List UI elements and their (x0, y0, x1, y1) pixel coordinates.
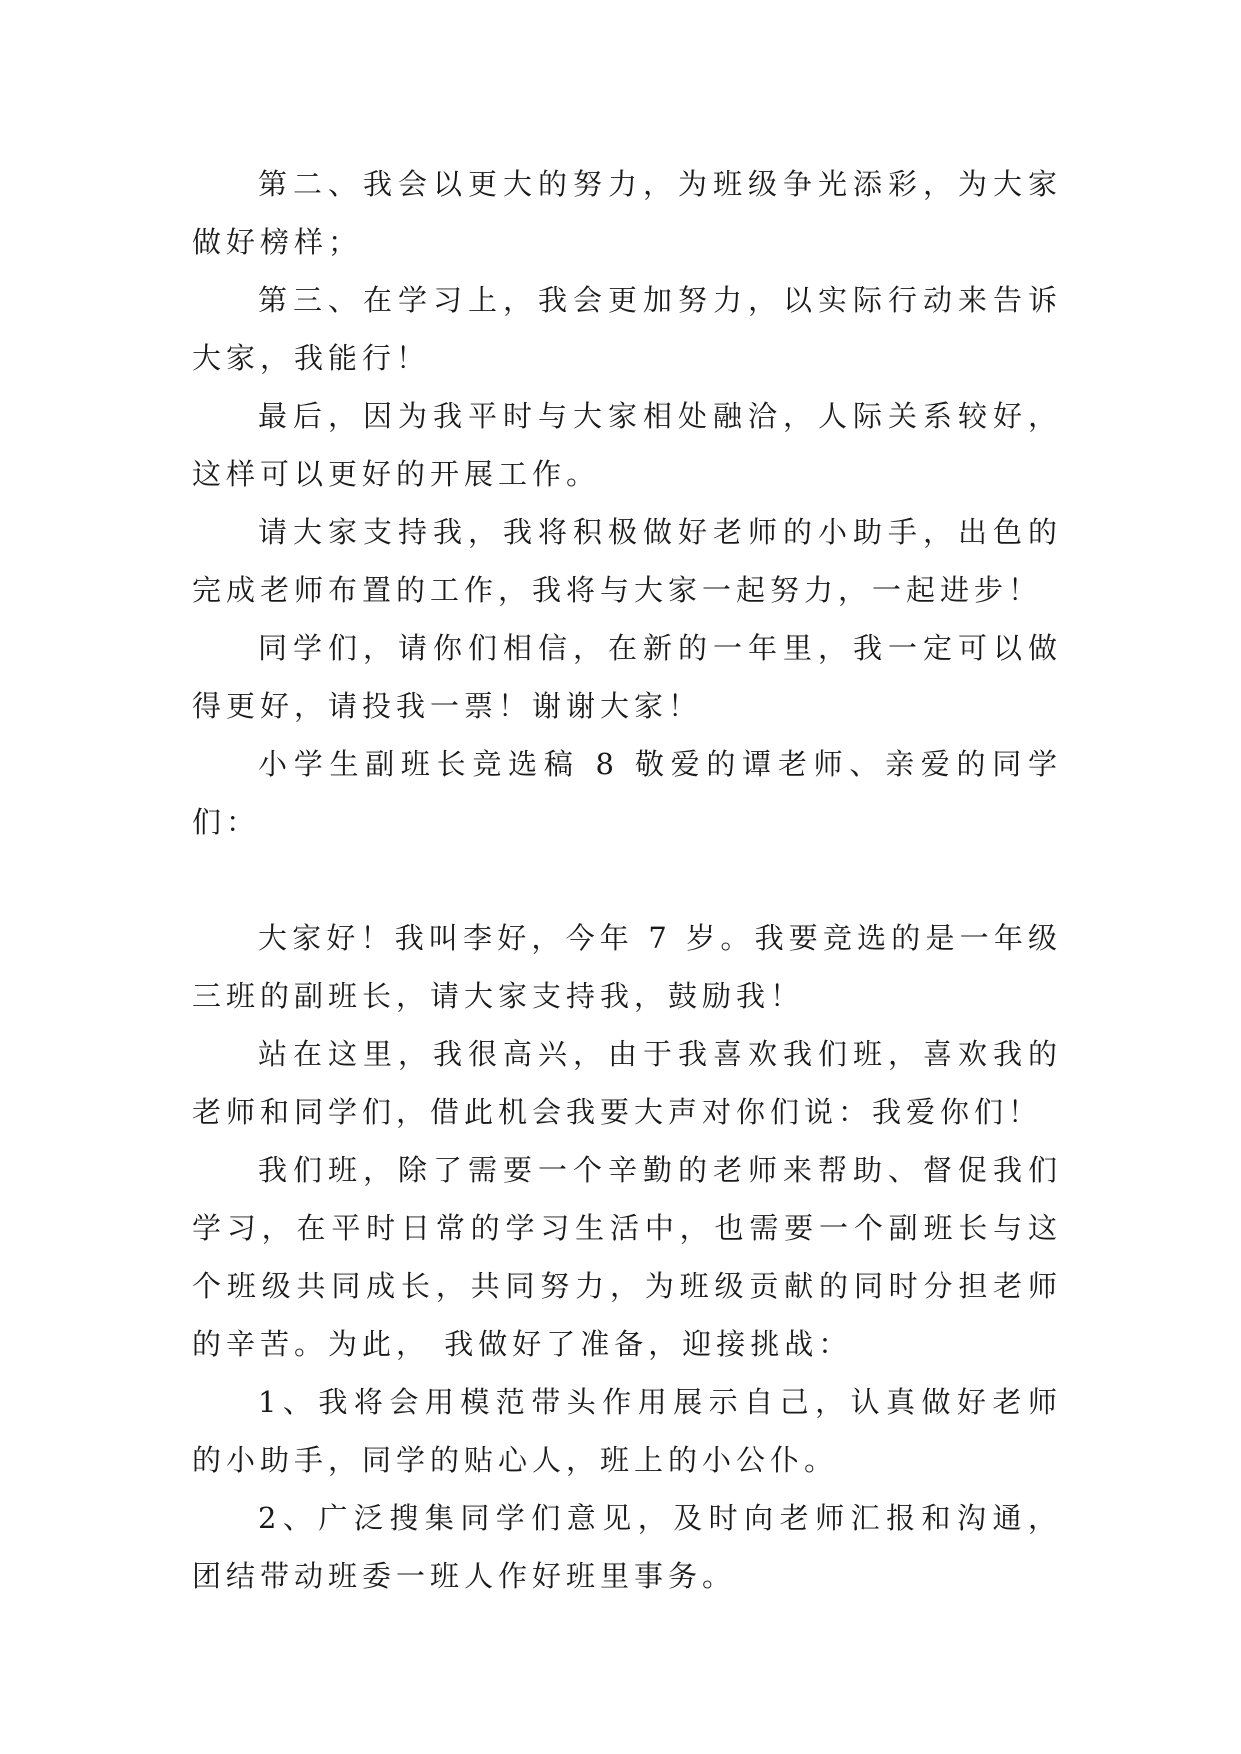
section-heading-speech-8: 小学生副班长竞选稿 8 敬爱的谭老师、亲爱的同学们： (192, 747, 1062, 839)
list-item-2: 2、广泛搜集同学们意见，及时向老师汇报和沟通，团结带动班委一班人作好班里事务。 (192, 1501, 1062, 1593)
paragraph-greeting: 大家好！我叫李好，今年 7 岁。我要竞选的是一年级三班的副班长，请大家支持我，鼓励我！ (192, 921, 1062, 1013)
paragraph-second-point: 第二、我会以更大的努力，为班级争光添彩，为大家做好榜样； (192, 167, 1062, 259)
paragraph-third-point: 第三、在学习上，我会更加努力，以实际行动来告诉大家，我能行！ (192, 283, 1062, 375)
list-item-1: 1、我将会用模范带头作用展示自己，认真做好老师的小助手，同学的贴心人，班上的小公仆。 (192, 1385, 1062, 1477)
paragraph-happy-to-be-here: 站在这里，我很高兴，由于我喜欢我们班，喜欢我的老师和同学们，借此机会我要大声对你们说：我爱你们！ (192, 1037, 1062, 1129)
paragraph-our-class: 我们班，除了需要一个辛勤的老师来帮助、督促我们学习，在平时日常的学习生活中，也需要一个副班长与这个班级共同成长，共同努力，为班级贡献的同时分担老师的辛苦。为此， 我做好了准备，迎接挑战： (192, 1153, 1062, 1361)
document-body (192, 155, 1062, 1605)
blank-line (192, 851, 1062, 909)
paragraph-support-request: 请大家支持我，我将积极做好老师的小助手，出色的完成老师布置的工作，我将与大家一起努力，一起进步！ (192, 515, 1062, 607)
paragraph-vote-request: 同学们，请你们相信，在新的一年里，我一定可以做得更好，请投我一票！谢谢大家！ (192, 631, 1062, 723)
paragraph-finally: 最后，因为我平时与大家相处融洽，人际关系较好，这样可以更好的开展工作。 (192, 399, 1062, 491)
